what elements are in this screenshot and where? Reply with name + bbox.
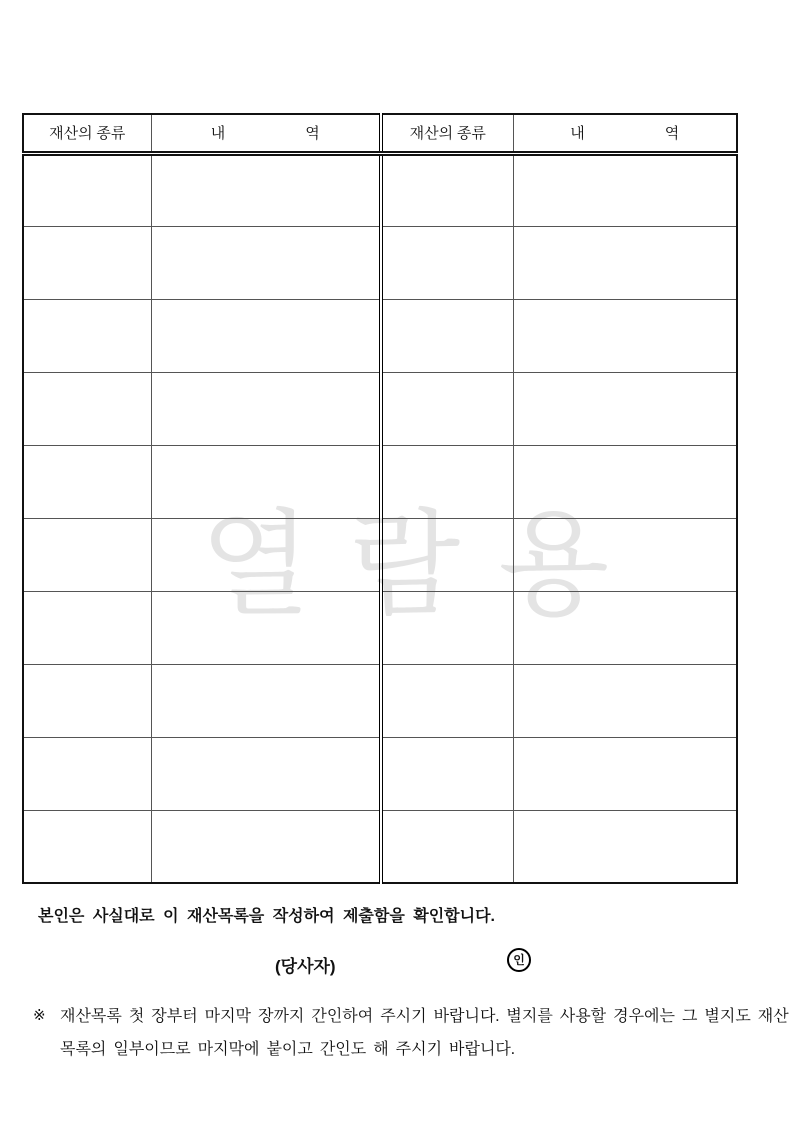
table-row: [23, 153, 737, 226]
header-detail-left: [151, 114, 381, 153]
table-cell: [151, 810, 381, 883]
header-detail-right: [513, 114, 737, 153]
table-cell: [23, 226, 151, 299]
header-detail-left-wrap: [152, 122, 380, 143]
table-row: [23, 664, 737, 737]
header-detail-right-char-2: 역: [664, 126, 680, 143]
table-cell: [513, 518, 737, 591]
table-cell: [381, 737, 513, 810]
footnote-line-2: 목록의 일부이므로 마지막에 붙이고 간인도 해 주시기 바랍니다.: [60, 1041, 515, 1058]
table-cell: [23, 810, 151, 883]
table-row: [23, 226, 737, 299]
table-cell: [381, 518, 513, 591]
table-cell: [381, 372, 513, 445]
table-row: [23, 810, 737, 883]
table-cell: [513, 810, 737, 883]
header-detail-left-char-2: 역: [305, 126, 320, 143]
table-row: [23, 372, 737, 445]
table-cell: [151, 153, 381, 226]
table-cell: [151, 664, 381, 737]
table-row: [23, 445, 737, 518]
table-cell: [23, 518, 151, 591]
table-cell: [513, 226, 737, 299]
table-cell: [23, 372, 151, 445]
reference-mark-icon: ※: [33, 1008, 46, 1024]
table-row: [23, 299, 737, 372]
table-cell: [23, 153, 151, 226]
table-cell: [151, 372, 381, 445]
table-cell: [381, 226, 513, 299]
table-cell: [513, 445, 737, 518]
table-cell: [151, 591, 381, 664]
table-cell: [151, 226, 381, 299]
confirmation-statement: 본인은 사실대로 이 재산목록을 작성하여 제출함을 확인합니다.: [38, 908, 495, 925]
table-cell: [23, 737, 151, 810]
property-list-table: [22, 113, 738, 884]
watermark-text: 열람용: [200, 502, 648, 629]
table-cell: [513, 299, 737, 372]
table-header-row: [23, 114, 737, 153]
table-cell: [513, 372, 737, 445]
footnote: [33, 1000, 789, 1066]
table-cell: [23, 664, 151, 737]
table-cell: [151, 518, 381, 591]
table-row: [23, 737, 737, 810]
table-cell: [381, 810, 513, 883]
party-signature-row: [0, 948, 794, 976]
header-detail-right-wrap: [514, 122, 737, 143]
header-property-type-left: 재산의 종류: [23, 114, 151, 153]
table-cell: [151, 445, 381, 518]
table-cell: [513, 664, 737, 737]
table-cell: [381, 299, 513, 372]
seal-icon: 인: [507, 948, 531, 972]
table-cell: [151, 299, 381, 372]
footnote-text: [60, 1000, 789, 1066]
table-row: [23, 591, 737, 664]
header-detail-right-char-1: 내: [570, 126, 585, 143]
table-cell: [513, 737, 737, 810]
header-detail-left-char-1: 내: [210, 126, 226, 143]
table-cell: [381, 591, 513, 664]
footnote-line-1: 재산목록 첫 장부터 마지막 장까지 간인하여 주시기 바랍니다. 별지를 사용할 경우에는 그 별지도 재산: [60, 1008, 789, 1025]
table-row: [23, 518, 737, 591]
table-cell: [381, 153, 513, 226]
table-cell: [23, 591, 151, 664]
table-cell: [23, 299, 151, 372]
table-cell: [513, 153, 737, 226]
header-property-type-right: 재산의 종류: [381, 114, 513, 153]
table-cell: [381, 664, 513, 737]
table-cell: [151, 737, 381, 810]
table-cell: [513, 591, 737, 664]
table-cell: [381, 445, 513, 518]
party-label: (당사자): [275, 957, 336, 976]
table-cell: [23, 445, 151, 518]
